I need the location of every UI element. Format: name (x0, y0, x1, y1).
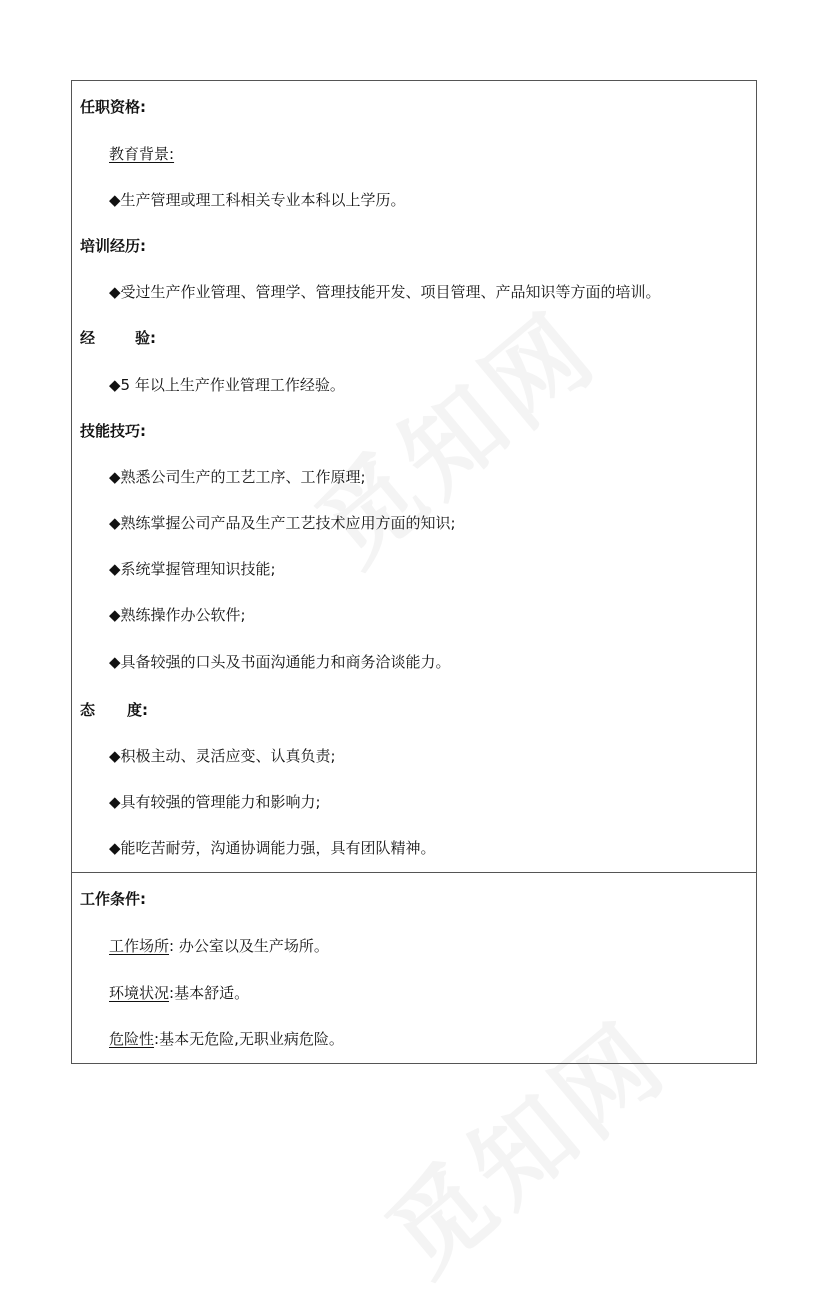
hazard-label: 危险性 (109, 1030, 155, 1048)
skills-item: ◆熟练掌握公司产品及生产工艺技术应用方面的知识; (109, 514, 456, 532)
work-conditions-heading: 工作条件: (80, 890, 146, 908)
attitude-item: ◆能吃苦耐劳，沟通协调能力强，具有团队精神。 (109, 839, 436, 857)
experience-heading-part2: 验: (135, 329, 157, 347)
attitude-heading-part1: 态 (80, 701, 96, 719)
experience-heading-part1: 经 (80, 329, 96, 347)
environment-value: :基本舒适。 (169, 984, 250, 1002)
attitude-item: ◆积极主动、灵活应变、认真负责; (109, 747, 336, 765)
workplace-value: : 办公室以及生产场所。 (169, 937, 329, 955)
experience-item: ◆5 年以上生产作业管理工作经验。 (109, 376, 345, 394)
hazard-row (109, 1029, 344, 1049)
qualifications-section (71, 80, 757, 873)
skills-item: ◆熟练操作办公软件; (109, 606, 246, 624)
attitude-heading (80, 700, 148, 720)
workplace-label: 工作场所 (109, 937, 170, 955)
experience-heading (80, 328, 156, 348)
training-item: ◆受过生产作业管理、管理学、管理技能开发、项目管理、产品知识等方面的培训。 (109, 283, 661, 301)
education-label (109, 144, 174, 164)
education-label-text: 教育背景: (109, 145, 175, 163)
skills-item: ◆熟悉公司生产的工艺工序、工作原理; (109, 468, 366, 486)
qualifications-heading: 任职资格: (80, 98, 146, 116)
skills-heading: 技能技巧: (80, 422, 146, 440)
work-conditions-section (71, 872, 757, 1064)
training-heading: 培训经历: (80, 237, 146, 255)
education-item: ◆生产管理或理工科相关专业本科以上学历。 (109, 191, 406, 209)
hazard-value: :基本无危险,无职业病危险。 (154, 1030, 344, 1048)
environment-label: 环境状况 (109, 984, 170, 1002)
attitude-heading-part2: 度: (127, 701, 149, 719)
skills-item: ◆系统掌握管理知识技能; (109, 560, 276, 578)
workplace-row (109, 936, 329, 956)
attitude-item: ◆具有较强的管理能力和影响力; (109, 793, 321, 811)
environment-row (109, 983, 249, 1003)
skills-item: ◆具备较强的口头及书面沟通能力和商务洽谈能力。 (109, 653, 451, 671)
